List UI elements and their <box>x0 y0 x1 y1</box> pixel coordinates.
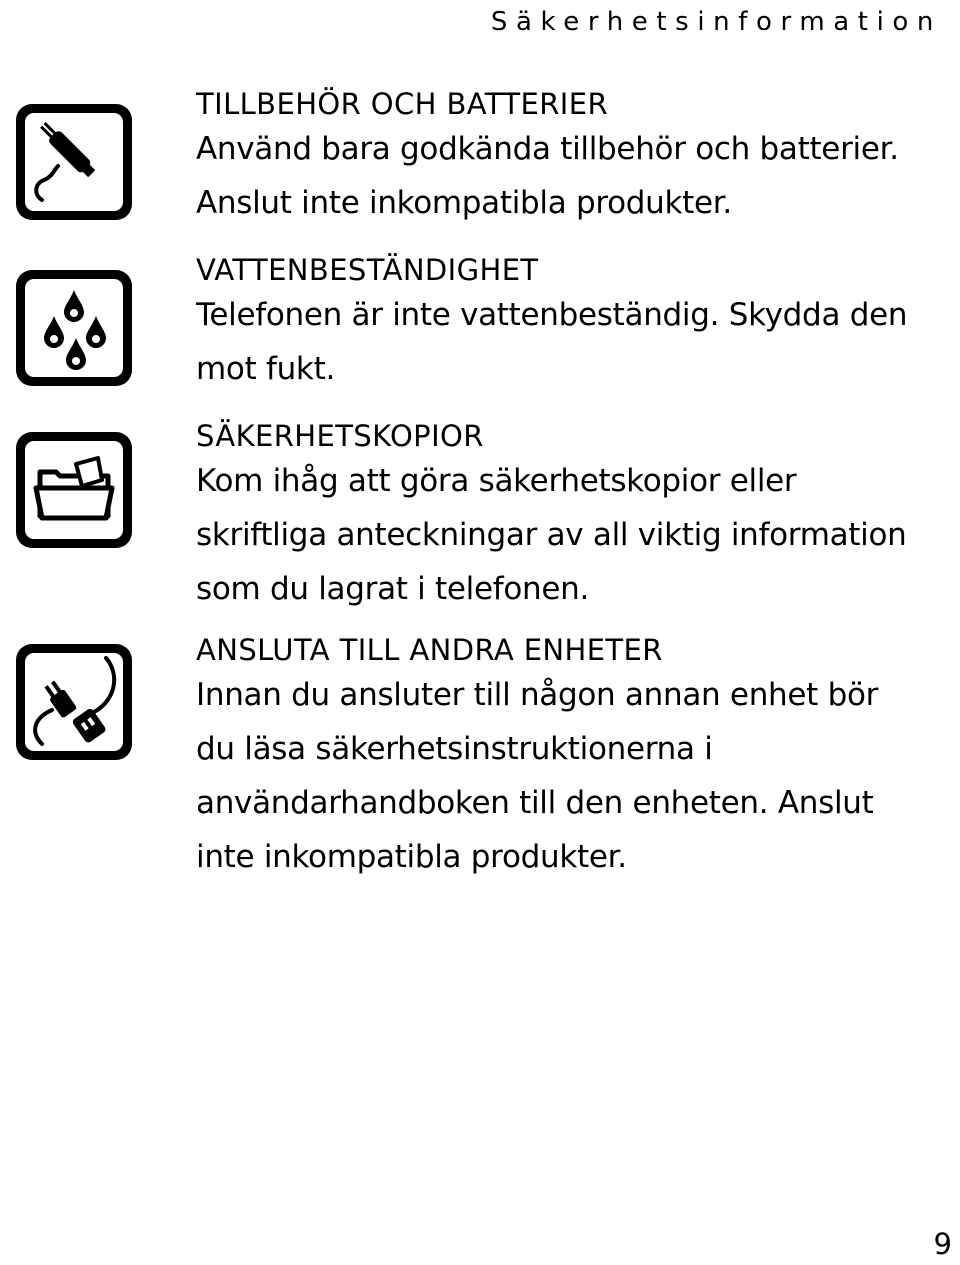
body-line: Använd bara godkända tillbehör och batterier. <box>196 131 899 167</box>
body-line: du läsa säkerhetsinstruktionerna i <box>196 731 713 767</box>
body-line: Innan du ansluter till någon annan enhet bör <box>196 677 879 713</box>
body-line: användarhandboken till den enheten. Anslut <box>196 785 874 821</box>
body-line: mot fukt. <box>196 351 335 387</box>
section-heading: ANSLUTA TILL ANDRA ENHETER <box>196 633 663 667</box>
water-drops-icon <box>12 266 136 390</box>
section-heading: SÄKERHETSKOPIOR <box>196 419 484 453</box>
running-header: Säkerhetsinformation <box>490 7 942 37</box>
body-line: Kom ihåg att göra säkerhetskopior eller <box>196 463 797 499</box>
section-heading: TILLBEHÖR OCH BATTERIER <box>196 87 608 121</box>
body-line: inte inkompatibla produkter. <box>196 839 627 875</box>
body-line: skriftliga anteckningar av all viktig information <box>196 517 907 553</box>
body-line: som du lagrat i telefonen. <box>196 571 590 607</box>
body-line: Anslut inte inkompatibla produkter. <box>196 185 732 221</box>
plug-icon <box>12 100 136 224</box>
body-line: Telefonen är inte vattenbeständig. Skydda den <box>196 297 908 333</box>
section-heading: VATTENBESTÄNDIGHET <box>196 253 539 287</box>
page-number: 9 <box>933 1227 952 1261</box>
connect-plugs-icon <box>12 640 136 764</box>
folder-icon <box>12 428 136 552</box>
